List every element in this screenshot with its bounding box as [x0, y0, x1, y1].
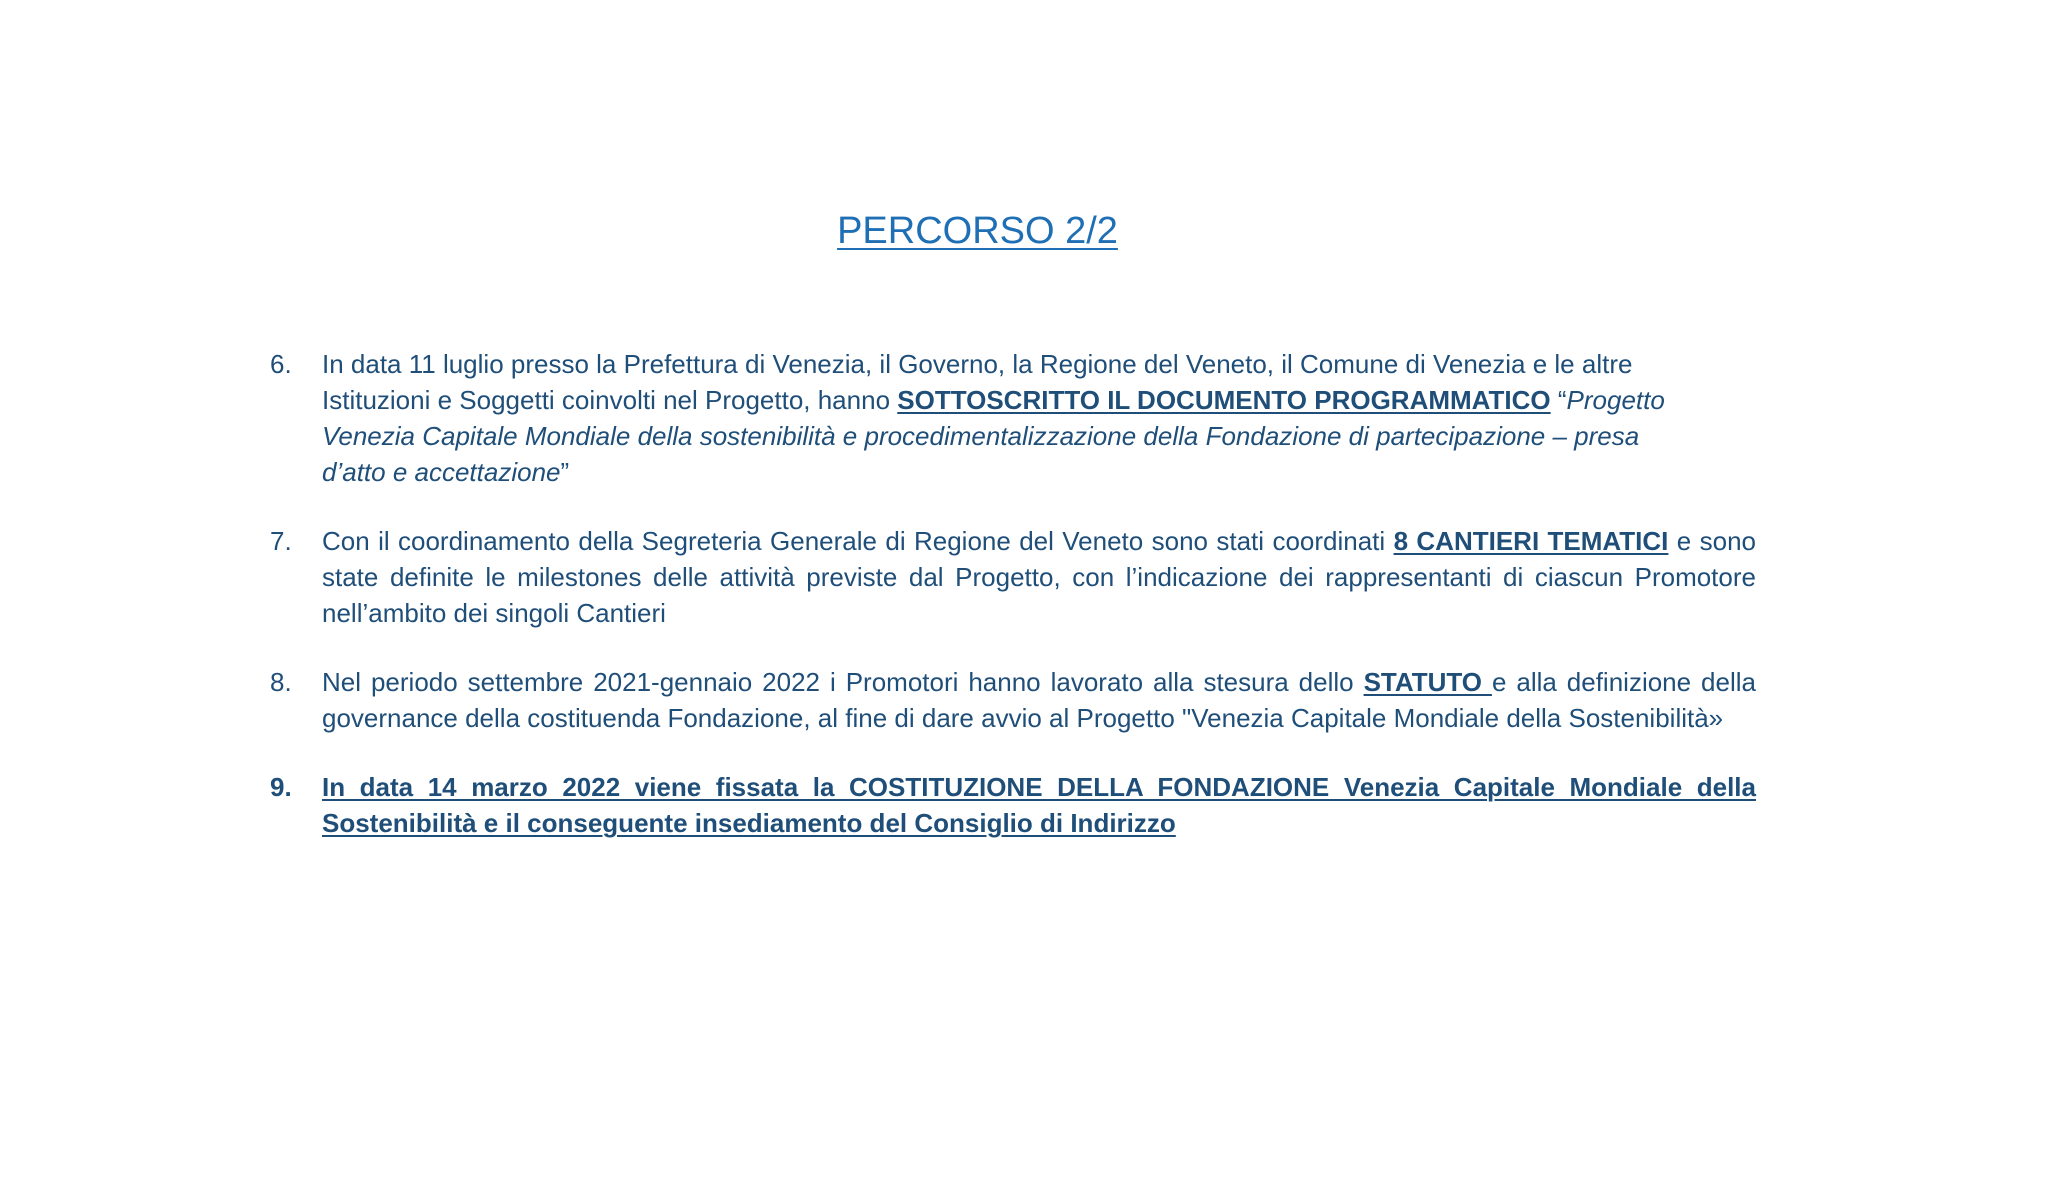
item-text-after: ”: [560, 457, 570, 487]
list-item: [268, 664, 1756, 736]
milestone-list: [268, 346, 1756, 841]
item-number: 9.: [270, 772, 292, 802]
item-highlight: STATUTO: [1363, 667, 1492, 697]
item-text-before: In data 11 luglio presso la Prefettura di Venezia, il Governo, la Regione del Veneto, il Comune di Venezia e le altre Istituzioni e Soggetti coinvolti nel Progetto, hanno: [322, 349, 1633, 415]
item-text: [322, 664, 1756, 736]
slide-title: PERCORSO 2/2: [837, 210, 1118, 252]
item-quote: Progetto Venezia Capitale Mondiale della sostenibilità e procedimentalizzazione della Fondazione di partecipazione – presa d’atto e accettazione: [322, 385, 1665, 487]
item-number: 7.: [270, 526, 292, 556]
item-number: 6.: [270, 349, 292, 379]
list-item: [268, 769, 1756, 841]
item-text-after: e alla definizione della governance della costituenda Fondazione, al fine di dare avvio al Progetto "Venezia Capitale Mondiale della Sostenibilità»: [322, 667, 1756, 733]
item-text-before: Nel periodo settembre 2021-gennaio 2022 i Promotori hanno lavorato alla stesura dello: [322, 667, 1364, 697]
item-highlight: 8 CANTIERI TEMATICI: [1393, 526, 1669, 556]
list-item: [268, 523, 1756, 631]
item-text: [322, 346, 1680, 490]
list-item: [268, 346, 1756, 490]
item-text-before: Con il coordinamento della Segreteria Generale di Regione del Veneto sono stati coordinati: [322, 526, 1394, 556]
item-text-middle: “: [1550, 385, 1567, 415]
item-number: 8.: [270, 667, 292, 697]
item-highlight: SOTTOSCRITTO IL DOCUMENTO PROGRAMMATICO: [897, 385, 1551, 415]
item-text: [322, 523, 1756, 631]
item-text: In data 14 marzo 2022 viene fissata la COSTITUZIONE DELLA FONDAZIONE Venezia Capitale Mondiale della Sostenibilità e il conseguente insediamento del Consiglio di Indirizzo: [322, 772, 1756, 838]
item-text-after: e sono state definite le milestones delle attività previste dal Progetto, con l’indicazione dei rappresentanti di ciascun Promotore nell’ambito dei singoli Cantieri: [322, 526, 1756, 628]
